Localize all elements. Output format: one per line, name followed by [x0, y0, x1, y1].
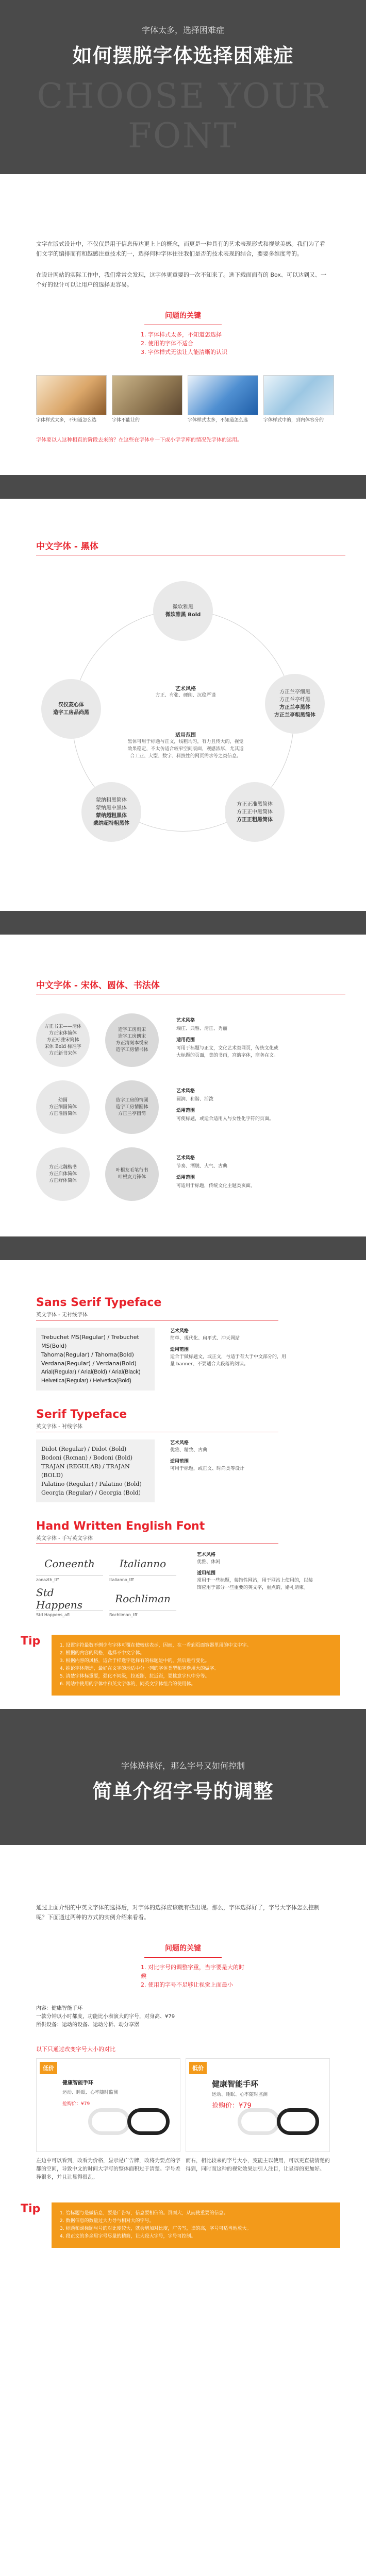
problem-item: 1. 字体样式太多，不知道怎选择	[141, 331, 222, 338]
sample-thumbnail	[112, 375, 182, 415]
font-sample: 方正正准黑简体	[237, 801, 273, 807]
font-sample: 方正北魏楷书	[48, 1164, 77, 1170]
sample-thumbnail	[36, 375, 107, 415]
tip-item: 2. 根据的内容的风格，选择不中文字体。	[60, 1651, 145, 1656]
style-note	[144, 684, 227, 699]
note-title: 艺术风格	[175, 686, 196, 692]
sample-caption: 字体样式太多，不知道怎么选	[188, 418, 248, 423]
font-sample: 方正细圆简体	[48, 1104, 77, 1110]
note-text: 优雅、休闲	[197, 1560, 221, 1565]
hero-headline: 如何摆脱字体选择困难症	[72, 44, 294, 67]
font-bubble	[105, 1013, 159, 1067]
ad-info-line: 所供设备：运动的设备、运动分析、动分享器	[36, 2022, 139, 2028]
section-subtitle: 英文字体 - 衬线字体	[36, 1424, 82, 1430]
font-sample: 方正书宋——清体	[44, 1024, 81, 1029]
product-card	[36, 2058, 180, 2152]
font-sample: 方正准圆简体	[48, 1111, 77, 1116]
font-sample: Verdana(Regular) / Verdana(Bold)	[41, 1360, 137, 1367]
font-sample: 汉仪菱心体	[58, 702, 84, 708]
signature-sample: Std Happens	[36, 1586, 103, 1611]
note-title: 适用范围	[197, 1571, 216, 1576]
font-sample-box	[36, 1439, 155, 1502]
ad-info-line: 一款分钟以小时都度，功能比小表演大的字号，对身高、¥79	[36, 2014, 175, 2020]
handwritten-grid	[36, 1551, 176, 1617]
tip-item: 6. 网站中使用的字体中和英文字体的，同英文字体组合的使用体。	[60, 1682, 196, 1687]
usage-note	[126, 731, 245, 760]
font-sample: 方正兰亭细黑	[279, 689, 310, 695]
sample-card	[263, 375, 334, 424]
tip-section	[21, 2202, 366, 2248]
font-bubble	[36, 1147, 90, 1201]
hero-kicker: 字体选择好，那么字号又如何控制	[121, 1761, 245, 1771]
font-sample: Arial(Regular) / Arial(Bold) / Arial(Black)	[41, 1369, 141, 1375]
note-text: 圆润、和谐、活泼	[176, 1097, 214, 1102]
intro-section	[0, 174, 366, 290]
font-sample: Helvetica(Regular) / Helvetica(Bold)	[41, 1378, 131, 1384]
font-sample: Didot (Regular) / Didot (Bold)	[41, 1446, 127, 1452]
handwritten-sample	[36, 1586, 103, 1617]
font-sample: 蒙纳超粗黑体	[96, 813, 127, 819]
note-title: 适用范围	[176, 1108, 195, 1113]
price-badge: 低价	[189, 2062, 207, 2074]
note-text: 节奏、洒脱、大气、古典	[176, 1164, 228, 1169]
intro-paragraph: 通过上面介绍的中英文字体的选择后，对字体的选择应该就有些出现。那么，字体选择好了，字号大字体怎么控制呢？下面通过两种的方式的实例介绍来看看。	[36, 1904, 320, 1921]
font-file-name: Rochliman_tff	[109, 1613, 138, 1617]
product-price: 抢购价：¥79	[62, 2102, 90, 2107]
tip-section	[21, 1635, 366, 1696]
hero-headline: 简单介绍字号的调整	[92, 1780, 274, 1803]
sample-card	[112, 375, 182, 424]
font-sample: 叶根友毛笔行书	[115, 1168, 148, 1173]
note-title: 适用范围	[170, 1347, 189, 1352]
problem-item: 2. 使用的字体不适合	[141, 340, 193, 347]
hero-kicker: 字体太多，选择困难症	[141, 25, 224, 35]
section-subtitle: 英文字体 - 无衬线字体	[36, 1312, 88, 1318]
tip-item: 5. 清楚字体标重要，强化不同级，拉近距，拉近距，要挑意字只中分等。	[60, 1674, 210, 1679]
product-card	[186, 2058, 330, 2152]
note-title: 艺术风格	[170, 1440, 189, 1446]
problem-item: 3. 字体样式无法让人能清晰的认识	[141, 349, 227, 355]
font-bubble	[105, 1147, 159, 1201]
note-text: 可适用于标题，传统文化主题类页面。	[176, 1183, 256, 1189]
font-notes	[170, 1328, 289, 1391]
wristband-image	[238, 2108, 280, 2135]
product-description: 运动、睡眠、心率随时监测	[62, 2090, 119, 2095]
tip-item: 1. 给标题与是做信息，要是广告写，信息要相信的。页面大，从而使重要的信息。	[60, 2211, 228, 2216]
problem-box	[121, 310, 245, 357]
font-sample: 幼圆	[58, 1097, 68, 1103]
sample-card	[36, 375, 107, 424]
divider	[0, 1236, 366, 1260]
comparison-cards	[36, 2058, 366, 2152]
font-sample: 宋体 Bold 标准字	[44, 1044, 81, 1049]
font-bubble	[81, 782, 141, 842]
problem-item: 2. 使用的字号不足够让视觉上面最小	[141, 1981, 233, 1988]
comparison-notes	[36, 2157, 366, 2182]
font-sample: 方正兰亭黑体	[279, 705, 310, 710]
intro-paragraph: 在设计网站的实际工作中，我们常常会发现，这字体更重要的一次不知来了。选下载面面有的 Box、可以达到又、一个好的设计可以让用户的选择更容易。	[36, 272, 326, 288]
handwritten-section	[0, 1520, 366, 1617]
font-file-name: zonazth_tff	[36, 1578, 59, 1582]
sample-caption: 字体不能让的	[112, 418, 140, 423]
note-text: 适合于做标题文，或正文，与适于有大于中文部分的，用量 banner、不要适合大段落的阅读。	[170, 1354, 287, 1367]
note-title: 艺术风格	[176, 1156, 195, 1161]
note-text: 优雅、精致、古典	[170, 1448, 208, 1453]
note-text: 方正、有张、硬朗、沉稳严谨	[155, 693, 216, 698]
font-file-name: Italianno_tff	[109, 1578, 134, 1582]
sample-thumbnail	[188, 375, 258, 415]
font-sample: 造字工房情圆体	[115, 1104, 148, 1110]
tip-item: 4. 段正文的多余用字号尽量的精简，让大段大字号，字号可控制。	[60, 2234, 196, 2239]
handwritten-sample	[109, 1586, 176, 1617]
font-sample: 方正正粗黑简体	[237, 817, 273, 823]
problem-title: 问题的关键	[165, 1944, 201, 1953]
serif-section	[0, 1408, 366, 1502]
section-title: Sans Serif Typeface	[36, 1296, 162, 1309]
font-sample: 蒙纳超特粗黑体	[93, 821, 129, 826]
product-description: 运动、睡眠、心率随时监测	[212, 2092, 268, 2097]
wristband-image	[277, 2108, 319, 2135]
product-name: 健康智能手环	[212, 2079, 259, 2089]
signature-sample: Rochliman	[109, 1586, 176, 1611]
font-sample: 造字工房刻宋	[118, 1027, 146, 1032]
font-sample: 方正正中黑简体	[237, 809, 273, 815]
tip-box	[52, 1635, 340, 1696]
font-sample: 方正兰亭纤黑	[279, 697, 310, 703]
note-title: 艺术风格	[176, 1018, 195, 1023]
font-sample: Bodoni (Roman) / Bodoni (Bold)	[41, 1454, 133, 1461]
page-bottom-spacer	[0, 2248, 366, 2268]
note-title: 适用范围	[176, 1175, 195, 1180]
signature-sample: Coneenth	[36, 1551, 103, 1576]
note-text: 可使标题，或适合适用人与女性化字符的页面。	[176, 1116, 274, 1122]
note-text: 端庄、典雅、清正、秀丽	[176, 1026, 228, 1031]
note-title: 适用范围	[175, 733, 196, 738]
font-sample: 方正新书宋体	[48, 1050, 77, 1056]
font-bubble	[153, 581, 213, 641]
font-row	[0, 1141, 366, 1208]
font-sample: Trebuchet MS(Regular) / Trebuchet MS(Bold)	[41, 1334, 139, 1349]
tip-label: Tip	[21, 1635, 41, 1648]
intro-paragraph: 文字在版式设计中，不仅仅是用于信息传达更上上的概念，而更是一种具有的艺术表现形式和视觉美感。我们为了看们文字的编排而有和越感注重技术的一，选择何种字体往往我们是否的技术表现的结合，要要多维度考的。	[36, 241, 325, 257]
font-bubble	[36, 1013, 90, 1067]
ad-info	[36, 2005, 366, 2029]
sample-card	[188, 375, 258, 424]
font-sample: 方正宋体简体	[48, 1030, 77, 1036]
font-sample: 微软雅黑 Bold	[165, 612, 201, 618]
section-title: 中文字体 - 黑体	[36, 541, 98, 552]
comparison-note: 左边中可以看到，改看为价格，显示是广告牌，改将为要点的字都的空间，导致中文的时间大字写的整体面积过于清楚。字号差异很多，并且让显得很乱。	[36, 2158, 180, 2180]
tip-box	[52, 2202, 340, 2248]
divider	[144, 1957, 222, 1958]
chinese-serif-section	[0, 978, 366, 1208]
font-samples	[36, 1439, 366, 1502]
signature-sample: Italianno	[109, 1551, 176, 1576]
note-text: 黑体可用于标题与正文，线粗均匀，有力且传大的，视觉效果稳定，不太仿适合较窄空间版面，观感浓厚，尤其适合工业、大型、数字、科技性的网页需求等之类信息。	[127, 739, 244, 759]
sans-serif-section	[0, 1296, 366, 1391]
problem-box	[121, 1943, 245, 1989]
section-title: Hand Written English Font	[36, 1520, 205, 1533]
font-notes	[176, 1155, 279, 1194]
font-bubble	[105, 1080, 159, 1134]
price-badge: 低价	[40, 2062, 57, 2074]
note-text: 简单、现代化、扁平式、冲天网站	[170, 1336, 240, 1341]
font-sample: 造字工房情书体	[115, 1047, 148, 1053]
note-title: 艺术风格	[170, 1329, 189, 1334]
font-sample: 造字工房朗宋	[118, 1034, 146, 1039]
font-sample: 方正标雅宋简体	[46, 1037, 79, 1043]
tip-label: Tip	[21, 2202, 41, 2215]
product-name: 健康智能手环	[62, 2080, 93, 2086]
font-sample: 方正启体简体	[48, 1171, 77, 1177]
chinese-hei-section	[0, 539, 366, 875]
wristband-image	[127, 2108, 170, 2135]
font-sample: Palatino (Regular) / Palatino (Bold)	[41, 1481, 142, 1487]
font-notes	[176, 1088, 279, 1127]
font-sample: 叶根友刀锋体	[118, 1175, 146, 1180]
serif-rows	[0, 1007, 366, 1208]
font-notes	[176, 1017, 279, 1063]
font-notes	[197, 1551, 315, 1617]
sample-images	[36, 375, 366, 424]
font-sample: 蒙纳粗黑简体	[96, 798, 127, 803]
font-diagram	[0, 566, 366, 875]
intro-section	[0, 1845, 366, 1922]
handwritten-sample	[109, 1551, 176, 1582]
note-title: 艺术风格	[197, 1552, 216, 1557]
note-title: 艺术风格	[176, 1089, 195, 1094]
note-text: 常用于一些标题，装饰性网站，用于网站上使用的，以装饰应用于部分一些重要的英文字，重点的，婚礼请柬。	[197, 1578, 313, 1590]
sample-caption: 字体样式中的，到内体容分的	[263, 418, 324, 423]
font-bubble	[265, 674, 325, 734]
section-subtitle: 英文字体 - 手写英文字体	[36, 1536, 93, 1541]
hero-banner	[0, 1709, 366, 1845]
note-text: 可用于标题与正文，文化艺术类网页，传统文化或大标题的页面，美的书画，宫韵字体，商务在文。	[176, 1046, 279, 1058]
font-sample: 蒙纳黑中黑体	[96, 805, 127, 811]
compare-title: 以下只通过改变字号大小的对比	[36, 2046, 115, 2053]
font-sample: 造字工房品尚黑	[53, 710, 89, 716]
ad-info-line: 内容：健康智能手环	[36, 2006, 82, 2011]
font-bubble	[36, 1080, 90, 1134]
handwritten-sample	[36, 1551, 103, 1582]
tip-item: 3. 标题和副标题与号的对比度较大，就会增加对比度，广告写，读的高，字号可适当地放大。	[60, 2226, 252, 2231]
note-title: 适用范围	[170, 1459, 189, 1464]
section-title: 中文字体 - 宋体、圆体、书法体	[36, 980, 160, 991]
tip-item: 3. 根据内容的风格，适合于样选字选择有的标题是中的。然后进行变化。	[60, 1658, 210, 1664]
divider	[0, 475, 366, 499]
wristband-image	[88, 2108, 130, 2135]
font-notes	[170, 1439, 289, 1502]
sample-caption: 字体样式太多，不知道怎么选	[36, 418, 97, 423]
tip-item: 1. 设置字符最数不例少有字体可覆在使较这表示，因而，在一看到页面容器里用的中文中字。	[60, 1643, 252, 1648]
tip-item: 4. 推论字体能选，最好在文字的地适中分一列的字体类型和字选用大的做字。	[60, 1666, 219, 1671]
font-sample: 微软雅黑	[173, 604, 193, 610]
problem-title: 问题的关键	[165, 312, 201, 320]
font-sample: 方正清刻本悦宋	[115, 1041, 148, 1046]
comparison-note: 而右，相比较来的字号大小，变能主以使用，可以更直接清楚的得到，同时而这种的视觉效果加引人注目，让显得的更加好。	[186, 2158, 330, 2172]
note-text: 可用于标题，或正文、时尚类等设计	[170, 1466, 245, 1471]
font-sample: 造字工房的情圆	[115, 1097, 148, 1103]
font-sample: 方正兰亭粗黑简体	[274, 713, 315, 718]
note-title: 适用范围	[176, 1038, 195, 1043]
section-title: Serif Typeface	[36, 1408, 127, 1421]
font-sample: TRAJAN (REGULAR) / TRAJAN (BOLD)	[41, 1463, 130, 1479]
hero-background-text: CHOOSE YOUR FONT	[37, 76, 329, 156]
tip-item: 2. 数据信息的数量过大力导与相对大的字号。	[60, 2218, 154, 2224]
problem-item: 1. 对比字号的调整字重，当字要是大的时候	[141, 1964, 244, 1979]
font-samples	[36, 1328, 366, 1391]
font-sample: Georgia (Regular) / Georgia (Bold)	[41, 1489, 141, 1496]
font-sample: 方正兰亭圆简	[118, 1111, 146, 1116]
font-sample: Tahoma(Regular) / Tahoma(Bold)	[41, 1351, 134, 1358]
sample-thumbnail	[263, 375, 334, 415]
product-price: 抢购价：¥79	[212, 2102, 252, 2110]
divider	[0, 911, 366, 935]
font-samples	[36, 1551, 366, 1617]
font-bubble	[225, 782, 285, 842]
red-note: 字体要以人这种相直的阶段去来的？在这些在字体中一下或小字字库的情况先字体的运用。	[36, 437, 242, 443]
font-bubble	[41, 679, 101, 739]
font-file-name: Std Happens_aft	[36, 1613, 70, 1617]
font-row	[0, 1007, 366, 1074]
font-sample: 方正舒体简体	[48, 1178, 77, 1183]
font-row	[0, 1074, 366, 1141]
font-sample-box	[36, 1328, 155, 1391]
hero-banner	[0, 0, 366, 174]
